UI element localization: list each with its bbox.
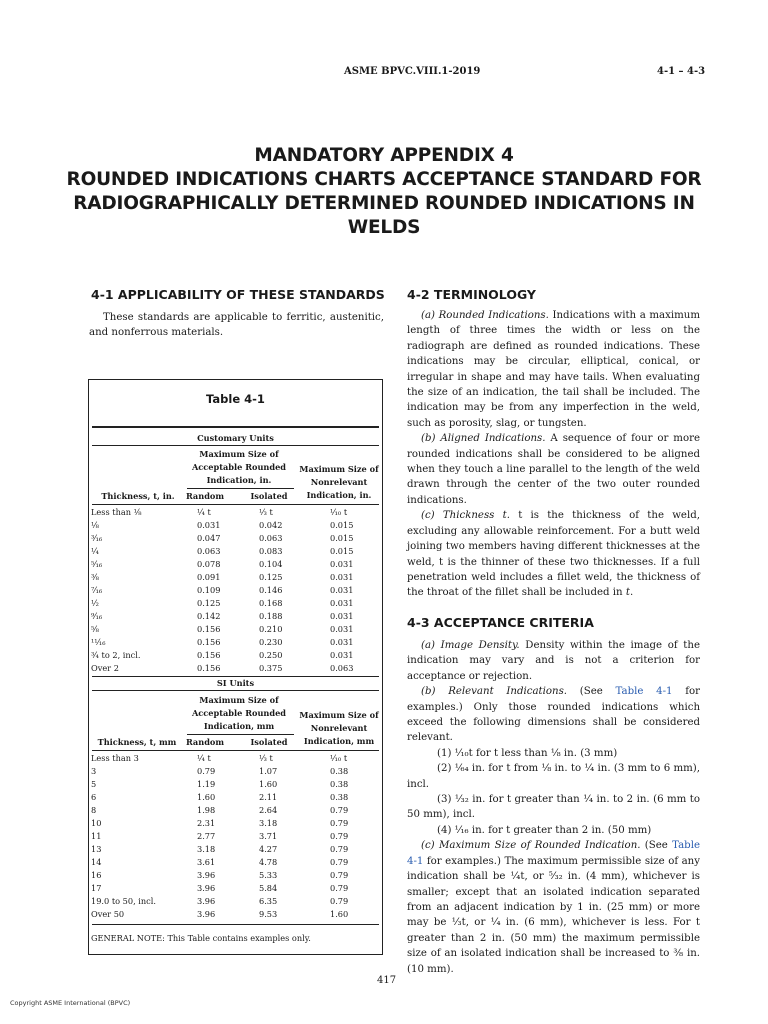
cell-isolated: 3.71 [259, 831, 278, 841]
cell-thickness: 3 [91, 766, 97, 776]
paragraph-a: (a) Image Density. Density within the image of the indication may vary and is not a criterion for acceptance or rejection. [407, 640, 700, 682]
table-row [91, 818, 381, 831]
cell-isolated: 1.07 [259, 766, 278, 776]
cell-nonrelevant: 0.79 [330, 831, 349, 841]
criterion-4: (4) ¹⁄₁₆ in. for t greater than 2 in. (50 mm) [437, 824, 652, 836]
col-header-isolated: Isolated [250, 491, 288, 501]
title-line: MANDATORY APPENDIX 4 [254, 145, 514, 166]
cell-nonrelevant: 0.031 [330, 572, 354, 582]
cell-isolated: ¹⁄₃ t [259, 507, 273, 517]
cell-isolated: 0.210 [259, 624, 283, 634]
title-line: ROUNDED INDICATIONS CHARTS ACCEPTANCE STANDARD FOR [66, 169, 702, 190]
cell-thickness: ⁹⁄₁₆ [91, 611, 103, 621]
table-rule [187, 488, 294, 489]
section-4-3-heading: 4-3 ACCEPTANCE CRITERIA [407, 615, 594, 630]
table-row [91, 572, 381, 585]
cell-isolated: ¹⁄₃ t [259, 753, 273, 763]
table-row [91, 650, 381, 663]
section-4-2-text [407, 308, 700, 601]
cell-random: 3.96 [197, 896, 216, 906]
cell-isolated: 3.18 [259, 818, 278, 828]
cell-random: 1.60 [197, 792, 216, 802]
table-4-1-link[interactable]: Table 4-1 [615, 686, 673, 698]
criterion-2: (2) ¹⁄₆₄ in. for t from ¹⁄₈ in. to ¹⁄₄ in. (3 mm to 6 mm), incl. [407, 763, 700, 790]
cell-random: 0.091 [197, 572, 221, 582]
table-row [91, 520, 381, 533]
cell-thickness: 10 [91, 818, 102, 828]
cell-isolated: 0.168 [259, 598, 283, 608]
cell-nonrelevant: 0.38 [330, 792, 349, 802]
cell-thickness: 16 [91, 870, 102, 880]
table-4-1-link[interactable]: Table 4-1 [407, 840, 700, 867]
col-header-random: Random [185, 491, 225, 501]
cell-isolated: 0.063 [259, 533, 283, 543]
paragraph: These standards are applicable to ferritic, austenitic, and nonferrous materials. [89, 312, 384, 339]
cell-thickness: 8 [91, 805, 97, 815]
cell-nonrelevant: 0.031 [330, 598, 354, 608]
cell-isolated: 2.11 [259, 792, 278, 802]
cell-random: 3.61 [197, 857, 216, 867]
cell-random: 0.125 [197, 598, 221, 608]
col-header-nonrelevant: Maximum Size of Nonrelevant Indication, in. [299, 464, 379, 500]
table-row [91, 624, 381, 637]
cell-nonrelevant: 0.031 [330, 559, 354, 569]
cell-thickness: ³⁄₈ [91, 572, 99, 582]
cell-random: 0.156 [197, 663, 221, 673]
criterion-3: (3) ¹⁄₃₂ in. for t greater than ¹⁄₄ in. to 2 in. (6 mm to 50 mm), incl. [407, 794, 700, 821]
cell-random: ¹⁄₄ t [197, 507, 211, 517]
table-row [91, 805, 381, 818]
cell-thickness: ³⁄₁₆ [91, 533, 103, 543]
cell-isolated: 0.104 [259, 559, 283, 569]
paragraph-b: (b) Relevant Indications. (See Table 4-1 for examples.) Only those rounded indications which exceed the following dimensions shall be considered relevant. [407, 686, 701, 744]
cell-nonrelevant: ¹⁄₁₀ t [330, 753, 348, 763]
page-title [60, 144, 708, 240]
title-line: WELDS [347, 217, 421, 238]
cell-thickness: ⁵⁄₈ [91, 624, 99, 634]
cell-nonrelevant: ¹⁄₁₀ t [330, 507, 348, 517]
table-general-note: GENERAL NOTE: This Table contains examples only. [91, 933, 311, 943]
cell-random: 1.98 [197, 805, 216, 815]
cell-nonrelevant: 0.79 [330, 870, 349, 880]
table-row [91, 779, 381, 792]
table-rule [187, 734, 294, 735]
table-rule [92, 426, 379, 428]
section-4-1-heading: 4-1 APPLICABILITY OF THESE STANDARDS [91, 287, 385, 302]
table-row [91, 585, 381, 598]
cell-nonrelevant: 0.79 [330, 896, 349, 906]
section-4-1-text [89, 310, 384, 341]
cell-random: 3.18 [197, 844, 216, 854]
cell-isolated: 0.250 [259, 650, 283, 660]
table-rule [92, 750, 379, 751]
cell-nonrelevant: 0.79 [330, 818, 349, 828]
cell-thickness: Less than 3 [91, 753, 139, 763]
cell-thickness: 13 [91, 844, 102, 854]
col-header-nonrelevant: Maximum Size of Nonrelevant Indication, mm [299, 710, 379, 746]
cell-random: 3.96 [197, 883, 216, 893]
cell-nonrelevant: 0.063 [330, 663, 354, 673]
table-row [91, 611, 381, 624]
table-row [91, 637, 381, 650]
table-rule [92, 504, 379, 505]
cell-nonrelevant: 0.38 [330, 779, 349, 789]
section-4-3-text [407, 638, 700, 977]
table-caption: Table 4-1 [206, 392, 265, 406]
table-row [91, 831, 381, 844]
table-rule [92, 690, 379, 691]
table-row [91, 883, 381, 896]
table-rule [92, 924, 379, 925]
cell-nonrelevant: 0.031 [330, 585, 354, 595]
table-row [91, 870, 381, 883]
cell-isolated: 6.35 [259, 896, 278, 906]
criterion-1: (1) ¹⁄₁₀t for t less than ¹⁄₈ in. (3 mm) [437, 747, 618, 759]
cell-random: 0.156 [197, 624, 221, 634]
cell-random: 0.156 [197, 650, 221, 660]
cell-random: 0.078 [197, 559, 221, 569]
cell-isolated: 0.188 [259, 611, 283, 621]
table-row [91, 507, 381, 520]
paragraph-c: (c) Thickness t. t is the thickness of the weld, excluding any allowable reinforcement. For a butt weld joining two members having different thicknesses at the weld, t is the thinner of these two thicknesses. If a full penetration weld includes a fillet weld, the thickness of the throat of the fillet shall be included in t. [407, 510, 700, 599]
col-header-isolated: Isolated [250, 737, 288, 747]
cell-isolated: 0.230 [259, 637, 283, 647]
si-units-heading: SI Units [216, 678, 255, 688]
table-row [91, 909, 381, 922]
cell-nonrelevant: 0.79 [330, 844, 349, 854]
cell-random: 2.31 [197, 818, 216, 828]
cell-isolated: 9.53 [259, 909, 278, 919]
cell-random: 3.96 [197, 909, 216, 919]
cell-thickness: ³⁄₄ to 2, incl. [91, 650, 141, 660]
cell-thickness: ⁵⁄₁₆ [91, 559, 103, 569]
cell-isolated: 4.27 [259, 844, 278, 854]
cell-thickness: ¹⁄₂ [91, 598, 99, 608]
cell-isolated: 5.33 [259, 870, 278, 880]
table-row [91, 533, 381, 546]
table-row [91, 844, 381, 857]
running-header-sections: 4-1 – 4-3 [657, 66, 706, 77]
cell-isolated: 1.60 [259, 779, 278, 789]
cell-random: 2.77 [197, 831, 216, 841]
cell-nonrelevant: 0.015 [330, 520, 354, 530]
cell-random: 3.96 [197, 870, 216, 880]
cell-isolated: 0.146 [259, 585, 283, 595]
table-row [91, 792, 381, 805]
cell-thickness: ⁷⁄₁₆ [91, 585, 103, 595]
cell-thickness: 11 [91, 831, 102, 841]
table-row [91, 546, 381, 559]
paragraph-b: (b) Aligned Indications. A sequence of four or more rounded indications shall be considered to be aligned when they touch a line parallel to the length of the weld drawn through the center of the two outer rounded indications. [407, 433, 700, 506]
col-header-thickness: Thickness, t, in. [101, 491, 175, 501]
cell-random: 0.047 [197, 533, 221, 543]
cell-random: 0.109 [197, 585, 221, 595]
cell-thickness: 5 [91, 779, 97, 789]
cell-random: 0.031 [197, 520, 221, 530]
cell-thickness: Over 50 [91, 909, 125, 919]
running-header-code: ASME BPVC.VIII.1-2019 [344, 66, 481, 77]
cell-thickness: ¹⁄₈ [91, 520, 99, 530]
cell-isolated: 0.125 [259, 572, 283, 582]
table-row [91, 598, 381, 611]
col-header-thickness: Thickness, t, mm [97, 737, 177, 747]
cell-random: 1.19 [197, 779, 216, 789]
cell-nonrelevant: 0.031 [330, 637, 354, 647]
table-rule [92, 676, 379, 677]
cell-nonrelevant: 0.79 [330, 857, 349, 867]
table-row [91, 663, 381, 676]
cell-nonrelevant: 0.031 [330, 650, 354, 660]
cell-nonrelevant: 0.031 [330, 611, 354, 621]
cell-nonrelevant: 0.38 [330, 766, 349, 776]
cell-nonrelevant: 0.79 [330, 805, 349, 815]
cell-random: 0.156 [197, 637, 221, 647]
cell-nonrelevant: 0.79 [330, 883, 349, 893]
table-row [91, 857, 381, 870]
copyright-notice: Copyright ASME International (BPVC) [10, 999, 131, 1007]
cell-isolated: 2.64 [259, 805, 278, 815]
cell-nonrelevant: 0.015 [330, 533, 354, 543]
cell-nonrelevant: 0.031 [330, 624, 354, 634]
cell-thickness: 6 [91, 792, 97, 802]
col-group-header: Maximum Size of Acceptable Rounded Indication, mm [191, 695, 287, 731]
cell-isolated: 4.78 [259, 857, 278, 867]
cell-random: 0.142 [197, 611, 221, 621]
cell-thickness: 14 [91, 857, 102, 867]
cell-thickness: Less than ¹⁄₈ [91, 507, 142, 517]
customary-units-heading: Customary Units [197, 433, 274, 443]
cell-thickness: ¹⁄₄ [91, 546, 99, 556]
cell-isolated: 5.84 [259, 883, 278, 893]
section-4-2-heading: 4-2 TERMINOLOGY [407, 287, 536, 302]
table-rule [92, 445, 379, 446]
cell-isolated: 0.083 [259, 546, 283, 556]
cell-random: 0.063 [197, 546, 221, 556]
cell-isolated: 0.042 [259, 520, 283, 530]
page-number: 417 [377, 975, 397, 986]
cell-thickness: 19.0 to 50, incl. [91, 896, 156, 906]
cell-random: ¹⁄₄ t [197, 753, 211, 763]
cell-thickness: ¹¹⁄₁₆ [91, 637, 106, 647]
paragraph-a: (a) Rounded Indications. Indications with a maximum length of three times the width or less on the radiograph are defined as rounded indications. These indications may be circular, elliptical, conical, or irregular in shape and may have tails. When evaluating the size of an indication, the tail shall be included. The indication may be from any imperfection in the weld, such as porosity, slag, or tungsten. [407, 310, 701, 429]
cell-thickness: Over 2 [91, 663, 119, 673]
table-row [91, 753, 381, 766]
table-row [91, 559, 381, 572]
table-row [91, 896, 381, 909]
title-line: RADIOGRAPHICALLY DETERMINED ROUNDED INDICATIONS IN [73, 193, 695, 214]
paragraph-c: (c) Maximum Size of Rounded Indication. (See Table 4-1 for examples.) The maximum permissible size of any indication shall be ¹⁄₄t, or ⁵⁄₃₂ in. (4 mm), whichever is smaller; except that an isolated indication separated from an adjacent indication by 1 in. (25 mm) or more may be ¹⁄₃t, or ¹⁄₄ in. (6 mm), whichever is less. For t greater than 2 in. (50 mm) the maximum permissible size of an isolated indication shall be increased to ³⁄₈ in. (10 mm). [407, 840, 700, 975]
cell-nonrelevant: 1.60 [330, 909, 349, 919]
cell-isolated: 0.375 [259, 663, 283, 673]
col-group-header: Maximum Size of Acceptable Rounded Indication, in. [191, 449, 287, 485]
cell-random: 0.79 [197, 766, 216, 776]
col-header-random: Random [185, 737, 225, 747]
table-4-1 [88, 379, 383, 955]
cell-thickness: 17 [91, 883, 102, 893]
table-row [91, 766, 381, 779]
cell-nonrelevant: 0.015 [330, 546, 354, 556]
